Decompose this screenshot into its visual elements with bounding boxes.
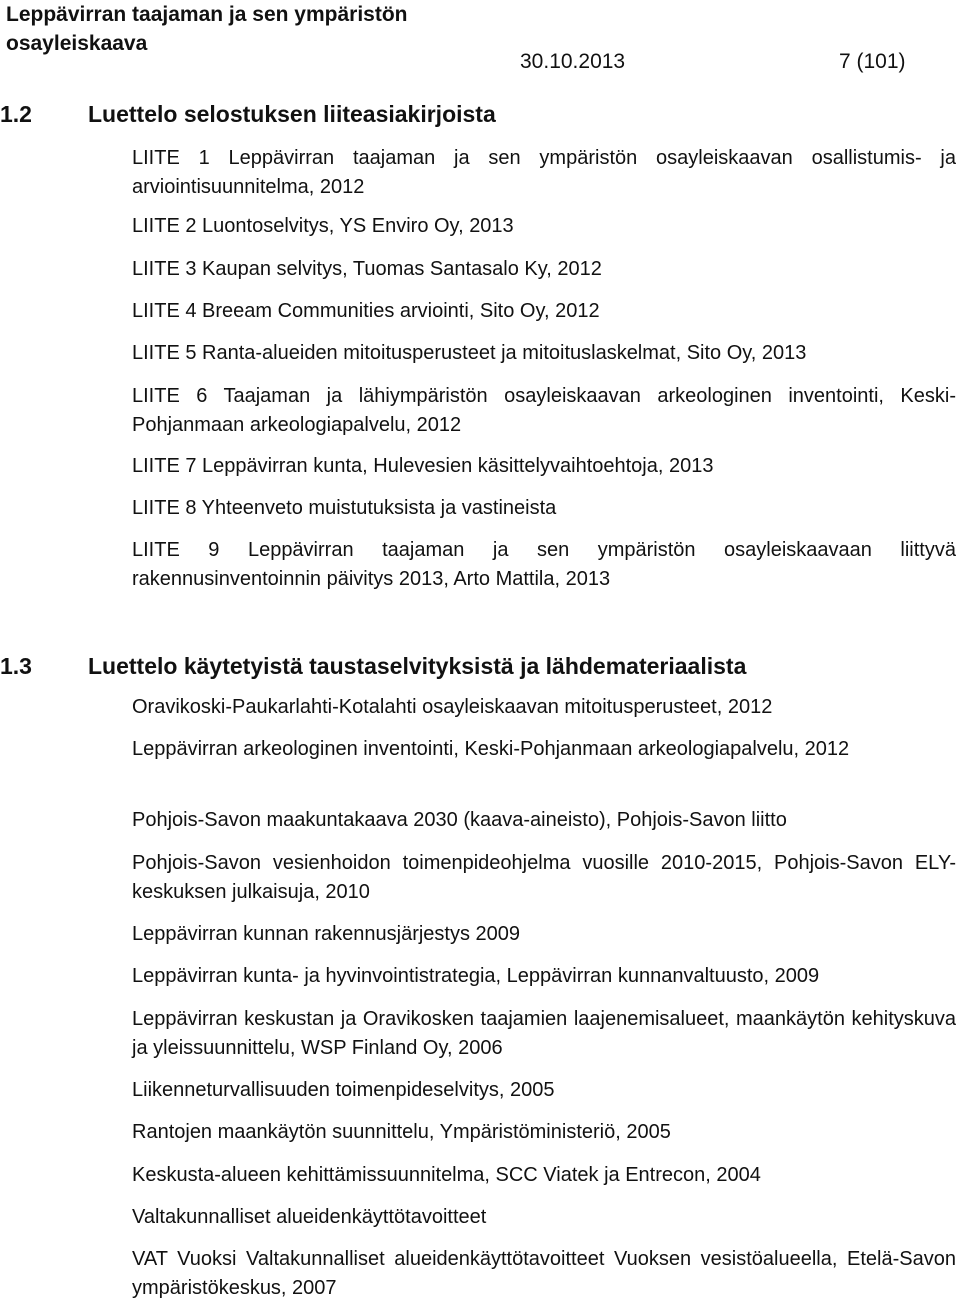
source-item: Pohjois-Savon vesienhoidon toimenpideohjelma vuosille 2010-2015, Pohjois-Savon ELY-keskuksen julkaisuja, 2010 bbox=[132, 852, 956, 903]
appendix-item: LIITE 4 Breeam Communities arviointi, Sito Oy, 2012 bbox=[132, 300, 600, 322]
section-heading-1-2 bbox=[0, 100, 496, 128]
source-item: Leppävirran kunta- ja hyvinvointistrategia, Leppävirran kunnanvaltuusto, 2009 bbox=[132, 965, 820, 987]
source-item: Valtakunnalliset alueidenkäyttötavoitteet bbox=[132, 1206, 487, 1228]
source-item: Rantojen maankäytön suunnittelu, Ympäristöministeriö, 2005 bbox=[132, 1121, 671, 1143]
appendix-item: LIITE 8 Yhteenveto muistutuksista ja vastineista bbox=[132, 497, 557, 519]
source-item: Keskusta-alueen kehittämissuunnitelma, SCC Viatek ja Entrecon, 2004 bbox=[132, 1164, 761, 1186]
source-item: Pohjois-Savon maakuntakaava 2030 (kaava-aineisto), Pohjois-Savon liitto bbox=[132, 809, 787, 831]
source-item: Leppävirran kunnan rakennusjärjestys 2009 bbox=[132, 923, 521, 945]
appendix-item: LIITE 9 Leppävirran taajaman ja sen ympäristön osayleiskaavaan liittyvä rakennusinventoinnin päivitys 2013, Arto Mattila, 2013 bbox=[132, 539, 956, 590]
source-item: Liikenneturvallisuuden toimenpideselvitys, 2005 bbox=[132, 1079, 555, 1101]
appendix-item: LIITE 1 Leppävirran taajaman ja sen ympäristön osayleiskaavan osallistumis- ja arviointisuunnitelma, 2012 bbox=[132, 147, 956, 198]
source-item: Oravikoski-Paukarlahti-Kotalahti osayleiskaavan mitoitusperusteet, 2012 bbox=[132, 696, 773, 718]
section-heading-1-3 bbox=[0, 652, 746, 680]
appendix-item: LIITE 2 Luontoselvitys, YS Enviro Oy, 2013 bbox=[132, 215, 514, 237]
source-item: VAT Vuoksi Valtakunnalliset alueidenkäyttötavoitteet Vuoksen vesistöalueella, Etelä-Savon ympäristökeskus, 2007 bbox=[132, 1248, 956, 1299]
section-title: Luettelo selostuksen liiteasiakirjoista bbox=[88, 101, 496, 127]
section-number: 1.2 bbox=[0, 101, 32, 127]
source-item: Leppävirran keskustan ja Oravikosken taajamien laajenemisalueet, maankäytön kehityskuva ja yleissuunnittelu, WSP Finland Oy, 2006 bbox=[132, 1008, 956, 1059]
section-title: Luettelo käytetyistä taustaselvityksistä ja lähdemateriaalista bbox=[88, 653, 747, 679]
document-title: Leppävirran taajaman ja sen ympäristön osayleiskaava bbox=[6, 3, 408, 55]
appendix-item: LIITE 5 Ranta-alueiden mitoitusperusteet ja mitoituslaskelmat, Sito Oy, 2013 bbox=[132, 342, 807, 364]
appendix-item: LIITE 6 Taajaman ja lähiympäristön osayleiskaavan arkeologinen inventointi, Keski-Pohjanmaan arkeologiapalvelu, 2012 bbox=[132, 385, 956, 436]
document-date: 30.10.2013 bbox=[520, 50, 626, 73]
section-number: 1.3 bbox=[0, 653, 32, 679]
appendix-item: LIITE 7 Leppävirran kunta, Hulevesien käsittelyvaihtoehtoja, 2013 bbox=[132, 455, 714, 477]
page-number: 7 (101) bbox=[839, 50, 906, 73]
source-item: Leppävirran arkeologinen inventointi, Keski-Pohjanmaan arkeologiapalvelu, 2012 bbox=[132, 738, 850, 760]
appendix-item: LIITE 3 Kaupan selvitys, Tuomas Santasalo Ky, 2012 bbox=[132, 258, 602, 280]
